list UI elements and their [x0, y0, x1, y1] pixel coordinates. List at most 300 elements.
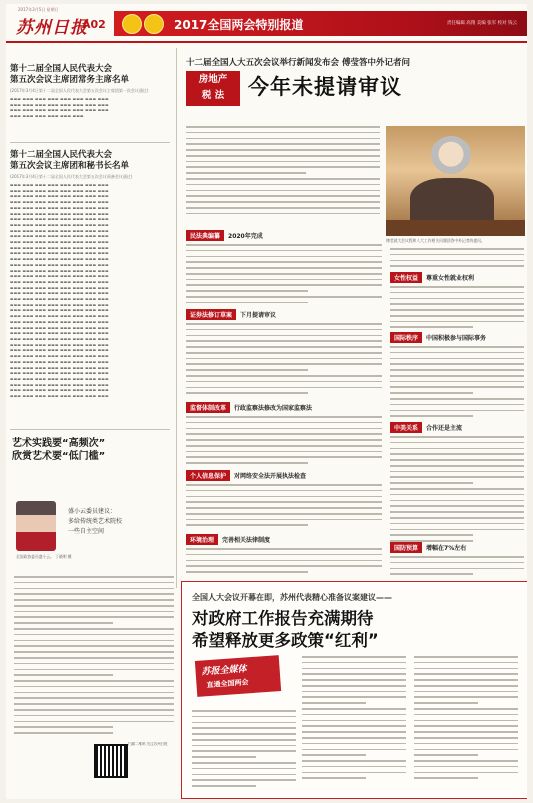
divider: [10, 429, 170, 430]
text-line: [14, 634, 174, 636]
text-line: [414, 691, 518, 693]
article-body: [14, 576, 174, 738]
text-line: [414, 737, 518, 739]
article-body: [186, 416, 382, 468]
text-line: [390, 315, 524, 317]
text-line: [14, 588, 174, 590]
art-article-heading: [12, 437, 172, 463]
text-line: [186, 207, 380, 209]
text-line: [192, 716, 296, 718]
text-line: [14, 732, 113, 734]
text-line: [390, 248, 524, 250]
name-rows: [10, 97, 170, 120]
text-line: [14, 593, 174, 595]
text-line: [186, 422, 382, 424]
text-line: [186, 387, 382, 389]
text-line: [414, 777, 478, 779]
text-line: [186, 363, 382, 365]
section-badge: 证券法修订草案: [186, 309, 236, 320]
section-badge: 国防预算: [390, 542, 422, 553]
text-line: [192, 739, 296, 741]
name-row-blur: ▬▬▬ ▬▬▬ ▬▬▬ ▬▬▬ ▬▬▬ ▬▬▬ ▬▬▬ ▬▬▬: [10, 354, 109, 359]
text-line: [14, 622, 113, 624]
text-line: [390, 254, 524, 256]
text-line: [186, 554, 382, 556]
name-row-blur: ▬▬▬ ▬▬▬ ▬▬▬ ▬▬▬ ▬▬▬ ▬▬▬ ▬▬▬ ▬▬▬: [10, 279, 109, 284]
name-row-blur: ▬▬▬ ▬▬▬ ▬▬▬ ▬▬▬ ▬▬▬ ▬▬▬ ▬▬▬ ▬▬▬: [10, 188, 109, 193]
text-line: [390, 573, 473, 575]
text-line: [186, 381, 382, 383]
name-row-blur: ▬▬▬ ▬▬▬ ▬▬▬ ▬▬▬ ▬▬▬ ▬▬▬ ▬▬▬ ▬▬▬: [10, 365, 109, 370]
qr-caption: 扫描二维码 关注苏州日报: [128, 742, 168, 746]
text-line: [390, 303, 524, 305]
text-line: [302, 714, 406, 716]
masthead-rule: [6, 41, 527, 43]
art-article-title: 欣赏艺术要“低门槛”: [12, 451, 106, 462]
name-row-blur: ▬▬▬ ▬▬▬ ▬▬▬ ▬▬▬ ▬▬▬ ▬▬▬ ▬▬▬ ▬▬▬: [10, 319, 109, 324]
text-line: [414, 731, 518, 733]
text-line: [186, 490, 382, 492]
text-line: [414, 749, 518, 751]
text-line: [14, 605, 174, 607]
text-line: [186, 501, 382, 503]
section-badge: 国际秩序: [390, 332, 422, 343]
name-row-blur: ▬▬▬ ▬▬▬ ▬▬▬ ▬▬▬ ▬▬▬ ▬▬▬ ▬▬▬ ▬▬▬: [10, 108, 109, 113]
name-list-presidium-standing: [10, 64, 170, 120]
stamp-line: 苏报全媒体: [201, 664, 247, 678]
text-line: [302, 749, 406, 751]
section-head: [186, 534, 270, 545]
text-line: [414, 725, 518, 727]
photo-caption: 全国政协委员盛小云。 丁晓明 摄: [16, 554, 72, 559]
text-line: [186, 184, 380, 186]
emblem-icon: [144, 14, 164, 34]
name-row-blur: ▬▬▬ ▬▬▬ ▬▬▬ ▬▬▬ ▬▬▬ ▬▬▬ ▬▬▬ ▬▬▬: [10, 297, 109, 302]
name-row-blur: ▬▬▬ ▬▬▬ ▬▬▬ ▬▬▬ ▬▬▬ ▬▬▬ ▬▬▬ ▬▬▬: [10, 342, 109, 347]
name-row-blur: ▬▬▬ ▬▬▬ ▬▬▬ ▬▬▬ ▬▬▬ ▬▬▬ ▬▬▬ ▬▬▬: [10, 314, 109, 319]
section-title: 2020年完成: [228, 233, 263, 240]
text-line: [14, 663, 174, 665]
text-line: [186, 256, 382, 258]
name-row-blur: ▬▬▬ ▬▬▬ ▬▬▬ ▬▬▬ ▬▬▬ ▬▬▬ ▬▬▬ ▬▬▬: [10, 274, 109, 279]
section-badge: 监督体制改革: [186, 402, 230, 413]
text-line: [186, 143, 380, 145]
text-line: [186, 496, 382, 498]
name-row-blur: ▬▬▬ ▬▬▬ ▬▬▬ ▬▬▬ ▬▬▬ ▬▬▬ ▬▬▬ ▬▬▬: [10, 211, 109, 216]
text-line: [186, 244, 382, 246]
text-line: [390, 375, 524, 377]
text-line: [192, 710, 296, 712]
name-row-blur: ▬▬▬ ▬▬▬ ▬▬▬ ▬▬▬ ▬▬▬ ▬▬▬ ▬▬▬ ▬▬▬: [10, 325, 109, 330]
text-line: [14, 674, 113, 676]
editor-credits: 责任编辑 高翔 美编 张军 校对 钱云: [446, 21, 517, 26]
text-line: [186, 439, 382, 441]
article-body: [390, 346, 524, 421]
name-row-blur: ▬▬▬ ▬▬▬ ▬▬▬ ▬▬▬ ▬▬▬ ▬▬▬: [10, 114, 84, 119]
name-row-blur: ▬▬▬ ▬▬▬ ▬▬▬ ▬▬▬ ▬▬▬ ▬▬▬ ▬▬▬ ▬▬▬: [10, 348, 109, 353]
text-line: [186, 451, 382, 453]
text-line: [186, 149, 380, 151]
text-line: [414, 714, 518, 716]
text-line: [186, 428, 382, 430]
text-line: [414, 720, 518, 722]
section-title: 行政监察法修改为国家监察法: [234, 405, 313, 412]
text-line: [186, 126, 380, 128]
section-head: [390, 542, 466, 553]
text-line: [186, 513, 382, 515]
text-line: [186, 273, 382, 275]
name-row-blur: ▬▬▬ ▬▬▬ ▬▬▬ ▬▬▬ ▬▬▬ ▬▬▬ ▬▬▬ ▬▬▬: [10, 245, 109, 250]
text-line: [390, 459, 524, 461]
text-line: [414, 668, 518, 670]
text-line: [186, 416, 382, 418]
text-line: [302, 725, 406, 727]
name-row-blur: ▬▬▬ ▬▬▬ ▬▬▬ ▬▬▬ ▬▬▬ ▬▬▬ ▬▬▬ ▬▬▬: [10, 376, 109, 381]
list-title: 第十二届全国人民代表大会: [10, 64, 113, 74]
text-line: [186, 195, 380, 197]
text-line: [186, 166, 380, 168]
text-line: [14, 645, 174, 647]
text-line: [192, 785, 256, 787]
name-row-blur: ▬▬▬ ▬▬▬ ▬▬▬ ▬▬▬ ▬▬▬ ▬▬▬ ▬▬▬ ▬▬▬: [10, 336, 109, 341]
text-line: [186, 392, 308, 394]
text-line: [414, 662, 518, 664]
text-line: [390, 410, 524, 412]
masthead-date: 2017年3月5日 星期日: [18, 7, 59, 12]
name-row-blur: ▬▬▬ ▬▬▬ ▬▬▬ ▬▬▬ ▬▬▬ ▬▬▬ ▬▬▬ ▬▬▬: [10, 302, 109, 307]
text-line: [390, 505, 524, 507]
text-line: [186, 172, 306, 174]
text-line: [14, 709, 174, 711]
name-rows: [10, 183, 170, 400]
text-line: [414, 760, 518, 762]
text-line: [186, 358, 382, 360]
newspaper-logo: 苏州日报: [16, 18, 88, 38]
text-line: [14, 697, 174, 699]
text-line: [186, 519, 382, 521]
subtitle-line: 一些自主空间: [68, 528, 105, 535]
section-head: [186, 230, 263, 241]
topic-tag: [186, 71, 240, 106]
text-line: [390, 494, 524, 496]
section-title: 对网络安全法开展执法检查: [234, 473, 307, 480]
name-row-blur: ▬▬▬ ▬▬▬ ▬▬▬ ▬▬▬ ▬▬▬ ▬▬▬ ▬▬▬ ▬▬▬: [10, 371, 109, 376]
article-body: [390, 248, 524, 271]
section-badge: 民法典编纂: [186, 230, 224, 241]
text-line: [390, 488, 524, 490]
text-line: [186, 201, 380, 203]
text-line: [186, 445, 382, 447]
text-line: [192, 733, 296, 735]
article-body: [390, 286, 524, 332]
special-report-title: 2017全国两会特别报道: [174, 18, 304, 32]
text-line: [390, 398, 524, 400]
article-body: [186, 244, 382, 308]
text-line: [390, 369, 524, 371]
text-line: [390, 346, 524, 348]
text-line: [302, 772, 406, 774]
text-line: [414, 708, 518, 710]
text-line: [186, 132, 380, 134]
text-line: [414, 754, 478, 756]
text-line: [14, 692, 174, 694]
newspaper-page: [6, 4, 527, 799]
text-line: [390, 260, 524, 262]
text-line: [14, 640, 174, 642]
text-line: [186, 340, 382, 342]
text-line: [14, 715, 174, 717]
article-kicker: 十二届全国人大五次会议举行新闻发布会 傅莹答中外记者问: [186, 58, 410, 68]
section-title: 完善相关法律制度: [222, 537, 271, 544]
text-line: [186, 279, 382, 281]
photo-caption: 傅莹就大会议程和人大工作相关问题回答中外记者的提问。: [386, 238, 485, 243]
text-line: [186, 565, 382, 567]
text-line: [192, 722, 296, 724]
text-line: [390, 363, 524, 365]
qr-code-icon[interactable]: [94, 744, 128, 778]
media-stamp: [195, 655, 281, 697]
section-head: [186, 470, 306, 481]
article-body: [390, 436, 524, 546]
topic-tag-line: 房地产: [198, 74, 228, 85]
topic-tag-line: 税 法: [201, 90, 225, 101]
section-title: 增幅在7%左右: [426, 545, 467, 552]
text-line: [186, 267, 382, 269]
text-line: [14, 651, 174, 653]
stamp-line: 直通全国两会: [206, 678, 249, 690]
name-row-blur: ▬▬▬ ▬▬▬ ▬▬▬ ▬▬▬ ▬▬▬ ▬▬▬ ▬▬▬ ▬▬▬: [10, 228, 109, 233]
section-badge: 环境治理: [186, 534, 218, 545]
section-head: [186, 402, 312, 413]
text-line: [186, 352, 382, 354]
text-line: [390, 292, 524, 294]
text-line: [192, 762, 296, 764]
text-line: [186, 456, 382, 458]
section-title: 下月提请审议: [240, 312, 277, 319]
name-row-blur: ▬▬▬ ▬▬▬ ▬▬▬ ▬▬▬ ▬▬▬ ▬▬▬ ▬▬▬ ▬▬▬: [10, 97, 109, 101]
text-line: [390, 465, 524, 467]
main-headline: 今年未提请审议: [248, 75, 402, 99]
art-article-subtitle: [68, 507, 168, 537]
article-body: [414, 656, 518, 783]
article-body: [186, 126, 380, 219]
article-body: [186, 323, 382, 398]
text-line: [186, 346, 382, 348]
text-line: [192, 750, 296, 752]
portrait-photo: [16, 501, 56, 551]
text-line: [186, 369, 308, 371]
text-line: [414, 743, 518, 745]
feature-title-line: 希望释放更多政策“红利”: [192, 631, 379, 650]
text-line: [390, 386, 524, 388]
text-line: [302, 708, 406, 710]
text-line: [390, 392, 473, 394]
text-line: [414, 679, 518, 681]
text-line: [14, 726, 113, 728]
text-line: [186, 329, 382, 331]
art-article-title: 艺术实践要“高频次”: [12, 438, 106, 449]
text-line: [390, 358, 524, 360]
text-line: [186, 375, 382, 377]
text-line: [186, 190, 380, 192]
press-conference-photo: [386, 126, 525, 236]
section-head: [186, 309, 276, 320]
text-line: [390, 442, 524, 444]
text-line: [186, 302, 308, 304]
text-line: [186, 507, 382, 509]
text-line: [302, 777, 366, 779]
text-line: [390, 482, 473, 484]
text-line: [14, 611, 174, 613]
section-head: [390, 272, 474, 283]
text-line: [192, 727, 296, 729]
name-row-blur: ▬▬▬ ▬▬▬ ▬▬▬ ▬▬▬ ▬▬▬ ▬▬▬ ▬▬▬ ▬▬▬: [10, 234, 109, 239]
text-line: [390, 476, 524, 478]
section-badge: 女性权益: [390, 272, 422, 283]
text-line: [186, 261, 382, 263]
text-line: [186, 138, 380, 140]
section-badge: 个人信息保护: [186, 470, 230, 481]
feature-box: [181, 581, 527, 799]
text-line: [186, 250, 382, 252]
text-line: [186, 462, 308, 464]
text-line: [390, 511, 524, 513]
text-line: [390, 265, 524, 267]
text-line: [186, 433, 382, 435]
text-line: [414, 696, 518, 698]
name-row-blur: ▬▬▬ ▬▬▬ ▬▬▬ ▬▬▬ ▬▬▬ ▬▬▬ ▬▬▬ ▬▬▬: [10, 205, 109, 210]
name-row-blur: ▬▬▬ ▬▬▬ ▬▬▬ ▬▬▬ ▬▬▬ ▬▬▬ ▬▬▬ ▬▬▬: [10, 394, 109, 399]
article-body: [302, 656, 406, 783]
name-row-blur: ▬▬▬ ▬▬▬ ▬▬▬ ▬▬▬ ▬▬▬ ▬▬▬ ▬▬▬ ▬▬▬: [10, 200, 109, 205]
text-line: [390, 523, 524, 525]
text-line: [14, 686, 174, 688]
list-note: (2017年3月4日第十二届全国人民代表大会第五次会议主席团第一次会议通过): [10, 88, 149, 93]
text-line: [302, 673, 406, 675]
section-title: 尊重女性就业权利: [426, 275, 475, 282]
name-row-blur: ▬▬▬ ▬▬▬ ▬▬▬ ▬▬▬ ▬▬▬ ▬▬▬ ▬▬▬ ▬▬▬: [10, 217, 109, 222]
text-line: [390, 453, 524, 455]
name-row-blur: ▬▬▬ ▬▬▬ ▬▬▬ ▬▬▬ ▬▬▬ ▬▬▬ ▬▬▬ ▬▬▬: [10, 257, 109, 262]
text-line: [14, 657, 174, 659]
name-row-blur: ▬▬▬ ▬▬▬ ▬▬▬ ▬▬▬ ▬▬▬ ▬▬▬ ▬▬▬ ▬▬▬: [10, 382, 109, 387]
section-title: 合作还是主流: [426, 425, 463, 432]
text-line: [302, 760, 406, 762]
name-list-presidium: [10, 150, 170, 400]
text-line: [186, 290, 308, 292]
text-line: [390, 286, 524, 288]
text-line: [390, 381, 524, 383]
text-line: [390, 326, 473, 328]
name-row-blur: ▬▬▬ ▬▬▬ ▬▬▬ ▬▬▬ ▬▬▬ ▬▬▬ ▬▬▬ ▬▬▬: [10, 183, 109, 187]
text-line: [390, 436, 524, 438]
text-line: [302, 685, 406, 687]
text-line: [186, 296, 382, 298]
text-line: [186, 155, 380, 157]
text-line: [390, 534, 473, 536]
photo-desk: [386, 220, 525, 236]
text-line: [186, 484, 382, 486]
text-line: [302, 766, 406, 768]
masthead: [6, 4, 527, 42]
text-line: [390, 500, 524, 502]
text-line: [192, 768, 296, 770]
name-row-blur: ▬▬▬ ▬▬▬ ▬▬▬ ▬▬▬ ▬▬▬ ▬▬▬ ▬▬▬ ▬▬▬: [10, 262, 109, 267]
text-line: [302, 656, 406, 658]
text-line: [302, 702, 366, 704]
text-line: [390, 404, 524, 406]
list-title: 第五次会议主席团常务主席名单: [10, 75, 130, 85]
text-line: [302, 696, 406, 698]
section-head: [390, 332, 486, 343]
text-line: [390, 448, 524, 450]
text-line: [186, 571, 308, 573]
name-row-blur: ▬▬▬ ▬▬▬ ▬▬▬ ▬▬▬ ▬▬▬ ▬▬▬ ▬▬▬ ▬▬▬: [10, 308, 109, 313]
text-line: [14, 599, 174, 601]
text-line: [414, 673, 518, 675]
text-line: [186, 178, 380, 180]
text-line: [390, 471, 524, 473]
text-line: [186, 213, 380, 215]
name-row-blur: ▬▬▬ ▬▬▬ ▬▬▬ ▬▬▬ ▬▬▬ ▬▬▬ ▬▬▬ ▬▬▬: [10, 285, 109, 290]
page-number: A02: [82, 18, 106, 31]
text-line: [186, 524, 308, 526]
text-line: [302, 731, 406, 733]
text-line: [390, 556, 524, 558]
feature-kicker: 全国人大会议开幕在即，苏州代表精心准备议案建议——: [192, 593, 392, 602]
name-row-blur: ▬▬▬ ▬▬▬ ▬▬▬ ▬▬▬ ▬▬▬ ▬▬▬ ▬▬▬ ▬▬▬: [10, 194, 109, 199]
text-line: [14, 616, 174, 618]
emblem-icon: [122, 14, 142, 34]
text-line: [14, 582, 174, 584]
list-title: 第五次会议主席团和秘书长名单: [10, 161, 130, 171]
column-rule: [176, 48, 177, 588]
text-line: [14, 669, 174, 671]
name-row-blur: ▬▬▬ ▬▬▬ ▬▬▬ ▬▬▬ ▬▬▬ ▬▬▬ ▬▬▬ ▬▬▬: [10, 268, 109, 273]
section-title: 中国积极参与国际事务: [426, 335, 487, 342]
text-line: [192, 774, 296, 776]
subtitle-line: 盛小云委员建议：: [68, 508, 117, 515]
list-title: 第十二届全国人民代表大会: [10, 150, 113, 160]
text-line: [390, 321, 524, 323]
text-line: [390, 352, 524, 354]
text-line: [14, 628, 174, 630]
text-line: [302, 668, 406, 670]
text-line: [390, 415, 473, 417]
text-line: [414, 656, 518, 658]
section-badge: 中美关系: [390, 422, 422, 433]
article-body: [186, 484, 382, 530]
text-line: [302, 720, 406, 722]
text-line: [186, 284, 382, 286]
name-row-blur: ▬▬▬ ▬▬▬ ▬▬▬ ▬▬▬ ▬▬▬ ▬▬▬ ▬▬▬ ▬▬▬: [10, 102, 109, 107]
name-row-blur: ▬▬▬ ▬▬▬ ▬▬▬ ▬▬▬ ▬▬▬ ▬▬▬ ▬▬▬ ▬▬▬: [10, 222, 109, 227]
text-line: [186, 560, 382, 562]
text-line: [390, 529, 524, 531]
text-line: [186, 548, 382, 550]
divider: [10, 142, 170, 143]
text-line: [302, 743, 406, 745]
text-line: [14, 721, 174, 723]
name-row-blur: ▬▬▬ ▬▬▬ ▬▬▬ ▬▬▬ ▬▬▬ ▬▬▬ ▬▬▬ ▬▬▬: [10, 388, 109, 393]
text-line: [14, 680, 174, 682]
article-body: [390, 556, 524, 579]
text-line: [390, 298, 524, 300]
name-row-blur: ▬▬▬ ▬▬▬ ▬▬▬ ▬▬▬ ▬▬▬ ▬▬▬ ▬▬▬ ▬▬▬: [10, 291, 109, 296]
name-row-blur: ▬▬▬ ▬▬▬ ▬▬▬ ▬▬▬ ▬▬▬ ▬▬▬ ▬▬▬ ▬▬▬: [10, 251, 109, 256]
text-line: [414, 772, 518, 774]
text-line: [302, 679, 406, 681]
